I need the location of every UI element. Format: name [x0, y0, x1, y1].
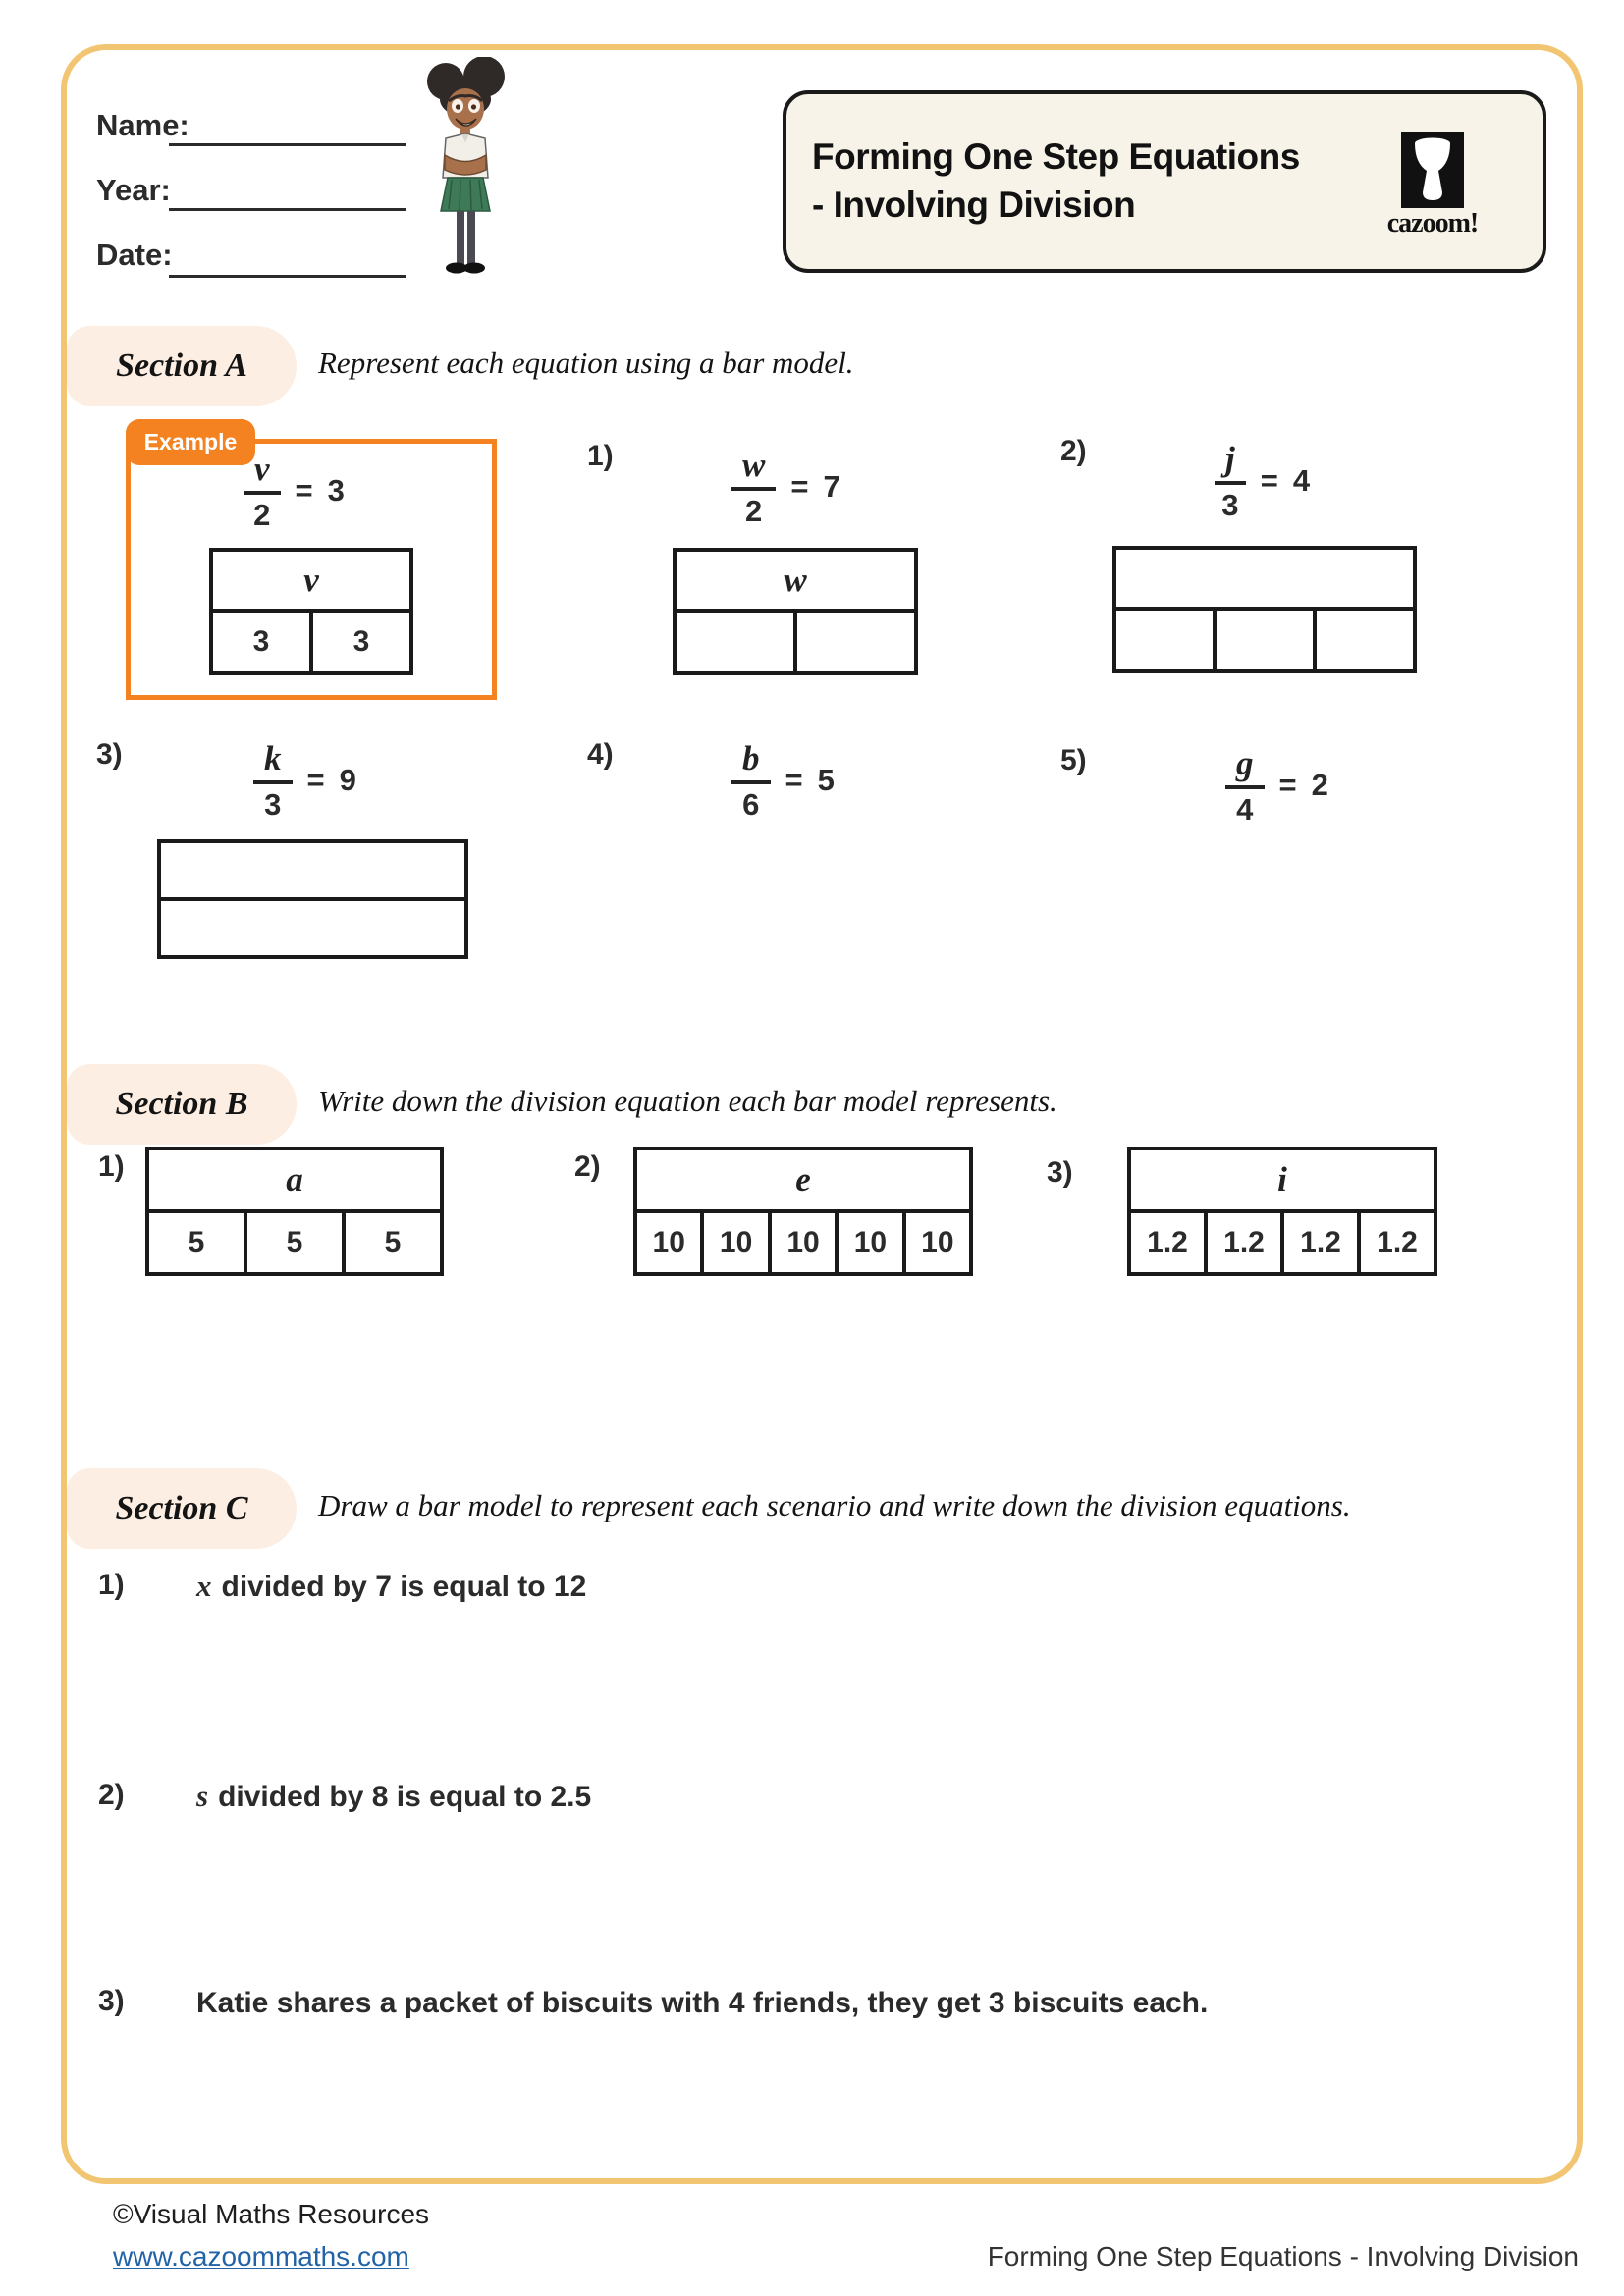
section-b-header [67, 1064, 297, 1145]
question-number-b2: 2) [574, 1150, 601, 1183]
bar-cell [1116, 611, 1213, 669]
equals-sign: = [306, 763, 325, 797]
value-a2: 4 [1292, 463, 1311, 498]
numerator-a5: g [1225, 746, 1265, 789]
date-label: Date: [96, 238, 173, 272]
bar-model-b2 [633, 1147, 973, 1276]
section-a-header [67, 326, 297, 406]
example-fraction [244, 452, 281, 530]
worksheet-title [812, 133, 1300, 230]
section-a-label: Section A [116, 347, 247, 384]
bar-model-b1 [145, 1147, 444, 1276]
bar-row-empty [161, 843, 464, 901]
bar-cell: 3 [309, 613, 409, 671]
bar-cell: 5 [188, 1226, 205, 1258]
scenario-text: Katie shares a packet of biscuits with 4 friends, they get 3 biscuits each. [196, 1987, 1209, 2019]
cazoom-logo-text: cazoom! [1386, 208, 1479, 239]
question-number-a4: 4) [587, 738, 614, 771]
section-c-label: Section C [115, 1490, 248, 1526]
bar-model-a2 [1112, 546, 1417, 673]
equation-a3 [253, 741, 356, 820]
example-tab [126, 419, 255, 465]
value-a3: 9 [339, 763, 356, 797]
section-a-instruction: Represent each equation using a bar model. [318, 346, 854, 380]
bar-label-a2 [1116, 550, 1413, 611]
bar-cell [677, 613, 793, 671]
bar-label-b1: a [149, 1150, 440, 1213]
equation-a2 [1215, 442, 1310, 520]
scenario-variable: s [196, 1779, 209, 1813]
section-c-header [67, 1468, 297, 1549]
bar-cell [1213, 611, 1313, 669]
bar-cells-b1 [149, 1213, 440, 1272]
equals-sign: = [295, 473, 313, 507]
name-input-line [169, 143, 406, 146]
question-number-b1: 1) [98, 1150, 125, 1183]
scenario-text: divided by 7 is equal to 12 [221, 1571, 587, 1603]
website-link[interactable]: www.cazoommaths.com [113, 2241, 409, 2271]
equation-a4 [731, 741, 835, 820]
question-number-c1: 1) [98, 1569, 125, 1601]
equation-a1 [731, 448, 840, 526]
bar-row-empty [161, 901, 464, 955]
denominator-a4: 6 [742, 787, 760, 822]
equals-sign: = [1260, 463, 1278, 498]
scenario-c3 [196, 1985, 1208, 2020]
date-input-line [169, 275, 406, 278]
bar-cell [1313, 611, 1413, 669]
denominator-a2: 3 [1221, 488, 1239, 522]
year-label: Year: [96, 173, 171, 207]
cazoom-logo [1374, 132, 1491, 240]
name-label: Name: [96, 108, 189, 142]
footer-document-title: Forming One Step Equations - Involving Division [987, 2241, 1579, 2271]
bar-cell: 1.2 [1147, 1226, 1188, 1258]
equals-sign: = [1278, 768, 1297, 802]
scenario-c2 [196, 1779, 591, 1814]
bar-model-a1 [673, 548, 918, 675]
denominator-a3: 3 [264, 787, 282, 822]
bar-cell [793, 613, 914, 671]
scenario-variable: x [196, 1569, 212, 1603]
equals-sign: = [785, 763, 803, 797]
bar-cell: 1.2 [1280, 1213, 1357, 1272]
fraction-a1 [731, 448, 776, 526]
numerator-a2: j [1215, 442, 1246, 485]
example-bar-model [209, 548, 413, 675]
scenario-text: divided by 8 is equal to 2.5 [218, 1781, 592, 1813]
example-bar-label: v [213, 552, 409, 613]
denominator-a1: 2 [745, 494, 763, 528]
bar-cell: 5 [244, 1213, 342, 1272]
fraction-a5 [1225, 746, 1265, 825]
copyright-text: ©Visual Maths Resources [113, 2199, 430, 2229]
bar-cells-b3 [1131, 1213, 1434, 1272]
bar-label-a1: w [677, 552, 914, 613]
question-number-a5: 5) [1060, 744, 1087, 776]
example-equation [244, 452, 345, 530]
bar-model-b3 [1127, 1147, 1437, 1276]
question-number-a2: 2) [1060, 435, 1087, 467]
question-number-c2: 2) [98, 1779, 125, 1811]
year-input-line [169, 208, 406, 211]
scenario-c1 [196, 1569, 586, 1604]
fraction-a2 [1215, 442, 1246, 520]
example-value: 3 [327, 473, 345, 507]
section-b-label: Section B [115, 1086, 248, 1122]
bar-cells-a1 [677, 613, 914, 671]
equation-a5 [1225, 746, 1328, 825]
example-numerator: v [244, 452, 281, 495]
bar-model-a3 [157, 839, 468, 959]
fraction-a3 [253, 741, 293, 820]
student-mascot-illustration [416, 57, 514, 289]
section-b-instruction: Write down the division equation each bar model represents. [318, 1084, 1057, 1118]
numerator-a4: b [731, 741, 771, 784]
bar-cell: 5 [342, 1213, 440, 1272]
question-number-a3: 3) [96, 738, 123, 771]
drum-icon [1401, 132, 1464, 208]
value-a5: 2 [1311, 768, 1328, 802]
bar-cell: 1.2 [1357, 1213, 1434, 1272]
section-c-instruction: Draw a bar model to represent each scenario and write down the division equations. [318, 1488, 1351, 1522]
worksheet-title-line1: Forming One Step Equations [812, 136, 1300, 178]
question-number-c3: 3) [98, 1985, 125, 2017]
denominator-a5: 4 [1236, 792, 1254, 827]
bar-cell: 1.2 [1204, 1213, 1280, 1272]
equals-sign: = [790, 469, 809, 504]
question-number-a1: 1) [587, 440, 614, 472]
value-a4: 5 [817, 763, 835, 797]
bar-label-b2: e [637, 1150, 969, 1213]
worksheet-title-line2: - Involving Division [812, 185, 1136, 225]
bar-cell: 10 [902, 1213, 969, 1272]
worksheet-title-box [783, 90, 1546, 273]
bar-cell: 10 [652, 1226, 685, 1258]
example-bar-cells [213, 613, 409, 671]
bar-cell: 10 [835, 1213, 901, 1272]
bar-cell: 3 [252, 625, 270, 658]
numerator-a3: k [253, 741, 293, 784]
question-number-b3: 3) [1047, 1156, 1073, 1189]
bar-cells-b2 [637, 1213, 969, 1272]
numerator-a1: w [731, 448, 776, 491]
example-denominator: 2 [253, 498, 271, 532]
bar-cell: 10 [768, 1213, 835, 1272]
bar-cells-a2 [1116, 611, 1413, 669]
value-a1: 7 [823, 469, 840, 504]
example-tab-label: Example [143, 429, 238, 454]
bar-label-b3: i [1131, 1150, 1434, 1213]
fraction-a4 [731, 741, 771, 820]
bar-cell: 10 [700, 1213, 767, 1272]
